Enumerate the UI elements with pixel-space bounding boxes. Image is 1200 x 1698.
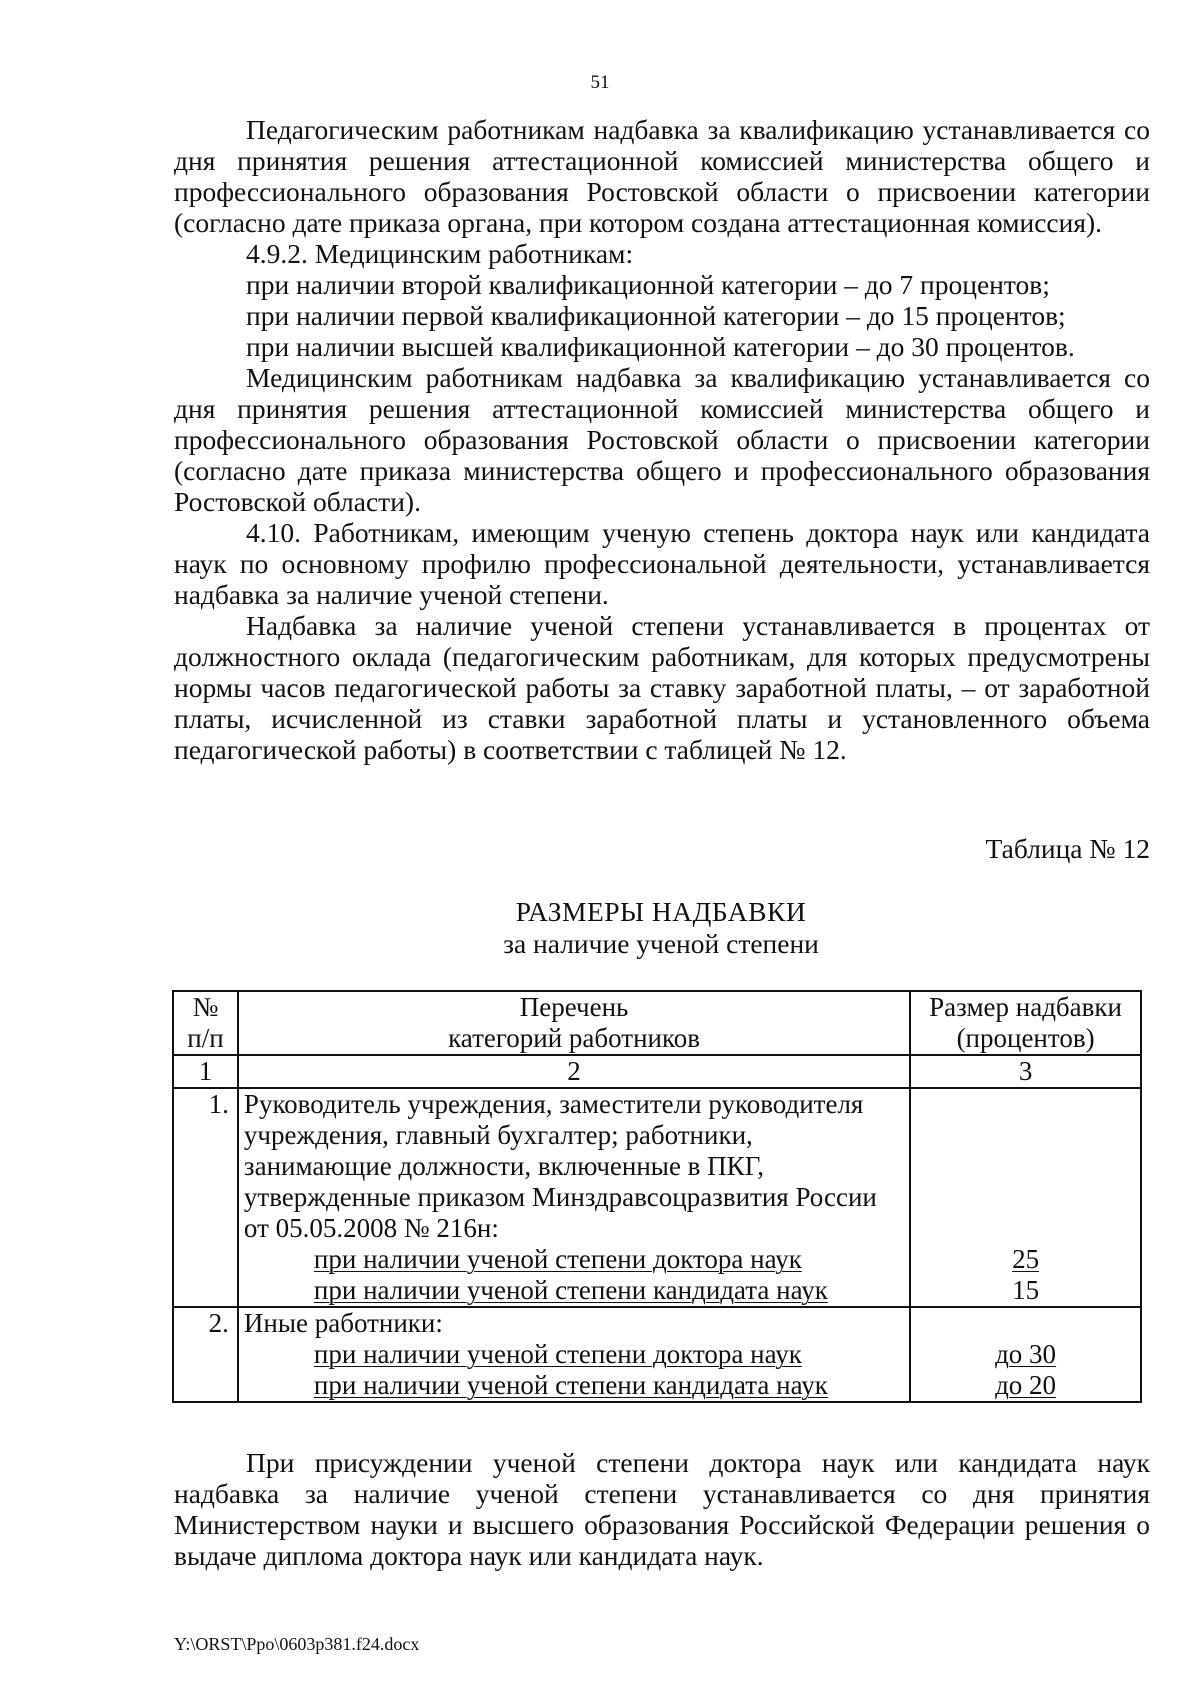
header-category bbox=[238, 991, 910, 1055]
list-item-second-category: при наличии второй квалификационной категории – до 7 процентов; bbox=[246, 269, 1050, 300]
header-size-line-1: Размер надбавки bbox=[929, 992, 1122, 1022]
row-1-candidate-label: при наличии ученой степени кандидата наук bbox=[313, 1275, 828, 1305]
row-1-doctor-label: при наличии ученой степени доктора наук bbox=[313, 1244, 802, 1274]
row-2-doctor-value: до 30 bbox=[995, 1339, 1057, 1369]
row-2-doctor-label: при наличии ученой степени доктора наук bbox=[313, 1339, 802, 1369]
table-title: РАЗМЕРЫ НАДБАВКИ bbox=[515, 896, 807, 927]
final-text bbox=[174, 1447, 1150, 1571]
row-2-category bbox=[238, 1307, 910, 1402]
allowance-table bbox=[172, 990, 1142, 1403]
header-size bbox=[910, 991, 1141, 1055]
paragraph-degree-award: При присуждении ученой степени доктора наук или кандидата наук надбавка за наличие ученой степени устанавливается со дня принятия Министерством науки и высшего образования Российской Федерации решения о выдаче диплома доктора наук или кандидата наук. bbox=[174, 1447, 1150, 1571]
table-row bbox=[173, 1088, 1141, 1307]
paragraph-section-4-10: 4.10. Работникам, имеющим ученую степень доктора наук или кандидата наук по основному профилю профессиональной деятельности, устанавливается надбавка за наличие ученой степени. bbox=[174, 517, 1150, 610]
column-number-2: 2 bbox=[238, 1055, 910, 1088]
table-header-row bbox=[173, 991, 1141, 1055]
table-subtitle: за наличие ученой степени bbox=[503, 928, 819, 959]
row-1-category bbox=[238, 1088, 910, 1307]
column-number-1: 1 bbox=[173, 1055, 238, 1088]
list-item-highest-category: при наличии высшей квалификационной категории – до 30 процентов. bbox=[246, 331, 1075, 362]
row-1-category-line-2: учреждения, главный бухгалтер; работники, bbox=[243, 1120, 753, 1150]
table-title-block bbox=[0, 896, 1200, 960]
section-4-9-2-heading: 4.9.2. Медицинским работникам: bbox=[246, 238, 634, 269]
paragraph-pedagogical-qualification: Педагогическим работникам надбавка за квалификацию устанавливается со дня принятия решения аттестационной комиссией министерства общего и профессионального образования Ростовской области о присвоении категории (согласно дате приказа органа, при котором создана аттестационная комиссия). bbox=[174, 114, 1150, 238]
row-1-candidate-value: 15 bbox=[1012, 1275, 1040, 1305]
row-1-doctor-value: 25 bbox=[1012, 1244, 1040, 1274]
header-size-line-2: (процентов) bbox=[956, 1023, 1095, 1053]
row-2-size bbox=[910, 1307, 1141, 1402]
row-1-category-line-1: Руководитель учреждения, заместители руководителя bbox=[243, 1089, 864, 1119]
list-item-first-category: при наличии первой квалификационной категории – до 15 процентов; bbox=[246, 300, 1066, 331]
row-1-category-line-4: утвержденные приказом Минздравсоцразвития России bbox=[243, 1182, 877, 1212]
paragraph-degree-allowance: Надбавка за наличие ученой степени устанавливается в процентах от должностного оклада (педагогическим работникам, для которых предусмотрены нормы часов педагогической работы за ставку заработной платы, – от заработной платы, исчисленной из ставки заработной платы и установленного объема педагогической работы) в соответствии с таблицей № 12. bbox=[174, 610, 1150, 765]
table-row bbox=[173, 1307, 1141, 1402]
row-1-size bbox=[910, 1088, 1141, 1307]
page-number: 51 bbox=[590, 72, 610, 93]
row-1-num: 1. bbox=[173, 1088, 238, 1307]
footer-file-path: Y:\ORST\Ppo\0603p381.f24.docx bbox=[174, 1634, 420, 1654]
header-num bbox=[173, 991, 238, 1055]
row-2-category-line-1: Иные работники: bbox=[243, 1308, 443, 1338]
header-category-line-2: категорий работников bbox=[448, 1023, 700, 1053]
row-2-candidate-value: до 20 bbox=[995, 1370, 1057, 1400]
header-category-line-1: Перечень bbox=[519, 992, 629, 1022]
column-number-3: 3 bbox=[910, 1055, 1141, 1088]
row-2-candidate-label: при наличии ученой степени кандидата наук bbox=[313, 1370, 828, 1400]
table-label: Таблица № 12 bbox=[985, 833, 1150, 864]
body-text bbox=[174, 114, 1150, 765]
header-num-line-2: п/п bbox=[187, 1023, 224, 1053]
row-2-num: 2. bbox=[173, 1307, 238, 1402]
row-1-category-line-5: от 05.05.2008 № 216н: bbox=[243, 1213, 499, 1243]
paragraph-medical-qualification: Медицинским работникам надбавка за квалификацию устанавливается со дня принятия решения аттестационной комиссией министерства общего и профессионального образования Ростовской области о присвоении категории (согласно дате приказа министерства общего и профессионального образования Ростовской области). bbox=[174, 362, 1150, 517]
column-number-row bbox=[173, 1055, 1141, 1088]
row-1-category-line-3: занимающие должности, включенные в ПКГ, bbox=[243, 1151, 765, 1181]
header-num-line-1: № bbox=[192, 992, 219, 1022]
